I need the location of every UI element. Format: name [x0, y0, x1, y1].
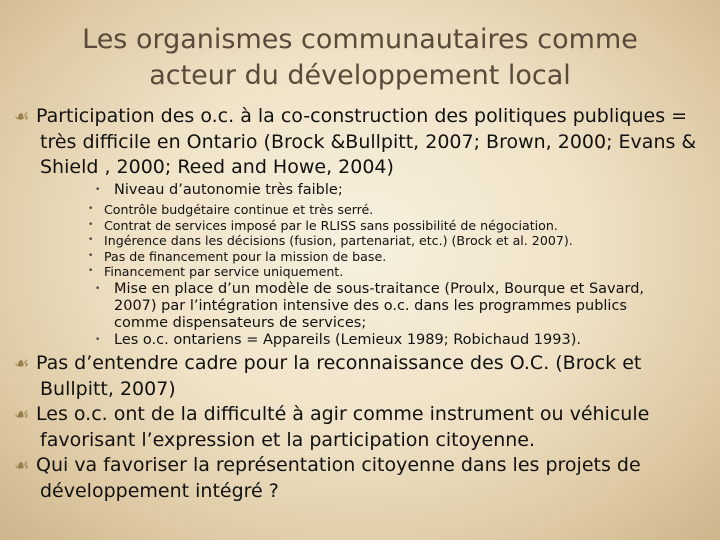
sub-bullet-1-text: Niveau d’autonomie très faible;	[114, 182, 343, 198]
subsub-bullet-3-text: Ingérence dans les décisions (fusion, partenariat, etc.) (Brock et al. 2007).	[104, 233, 573, 248]
curl-bullet-icon: ☙	[14, 107, 30, 127]
subsub-bullet-5	[0, 264, 720, 280]
subsub-bullet-3	[0, 233, 720, 249]
subsub-bullet-2-text: Contrat de services imposé par le RLISS sans possibilité de négociation.	[104, 217, 558, 233]
curl-bullet-icon: ☙	[14, 455, 30, 476]
main-bullet-3-text: Les o.c. ont de la difficulté à agir comme instrument ou véhicule favorisant l’expression et la participation citoyenne.	[36, 402, 650, 451]
dot-bullet-icon: •	[88, 204, 94, 214]
title-line-2: acteur du développement local	[149, 60, 571, 91]
main-bullet-1	[14, 104, 720, 180]
sub-bullet-3-text: Les o.c. ontariens = Appareils (Lemieux 1989; Robichaud 1993).	[114, 331, 581, 348]
subsub-bullet-1-text: Contrôle budgétaire continue et très serré.	[104, 202, 374, 217]
curl-bullet-icon: ☙	[14, 404, 30, 425]
sub-bullet-2-text: Mise en place d’un modèle de sous-traitance (Proulx, Bourque et Savard, 2007) par l’intégration intensive des o.c. dans les programmes publics comme dispensateurs de services;	[114, 280, 645, 331]
subsub-bullet-2	[0, 218, 720, 234]
main-bullet-3	[14, 402, 720, 453]
curl-bullet-icon: ☙	[14, 353, 30, 374]
dot-bullet-icon: •	[95, 334, 101, 345]
subsub-bullet-1	[0, 202, 720, 218]
sub-bullet-2	[0, 281, 674, 332]
dot-bullet-icon: •	[95, 283, 101, 294]
sub-bullet-3	[0, 332, 674, 349]
slide-body	[0, 104, 720, 504]
dot-bullet-icon: •	[88, 219, 94, 230]
main-bullet-1-text: Participation des o.c. à la co-construction des politiques publiques = très difficile en Ontario (Brock &Bullpitt, 2007; Brown, 2000; Evans & Shield , 2000; Reed and Howe, 2004)	[36, 105, 697, 178]
slide-title	[40, 22, 680, 94]
main-bullet-4-text: Qui va favoriser la représentation citoyenne dans les projets de développement intégré ?	[36, 453, 641, 502]
dot-bullet-icon: •	[88, 250, 94, 261]
dot-bullet-icon: •	[88, 266, 94, 276]
dot-bullet-icon: •	[95, 185, 101, 195]
subsub-bullet-4-text: Pas de financement pour la mission de base.	[104, 248, 387, 264]
subsub-bullet-4	[0, 249, 720, 265]
main-bullet-2	[14, 351, 720, 402]
main-bullet-2-text: Pas d’entendre cadre pour la reconnaissance des O.C. (Brock et Bullpitt, 2007)	[36, 351, 642, 400]
title-line-1: Les organismes communautaires comme	[82, 24, 638, 55]
main-bullet-4	[14, 453, 720, 504]
sub-bullet-1	[0, 182, 674, 199]
subsub-bullet-5-text: Financement par service uniquement.	[104, 264, 344, 279]
dot-bullet-icon: •	[88, 235, 94, 245]
